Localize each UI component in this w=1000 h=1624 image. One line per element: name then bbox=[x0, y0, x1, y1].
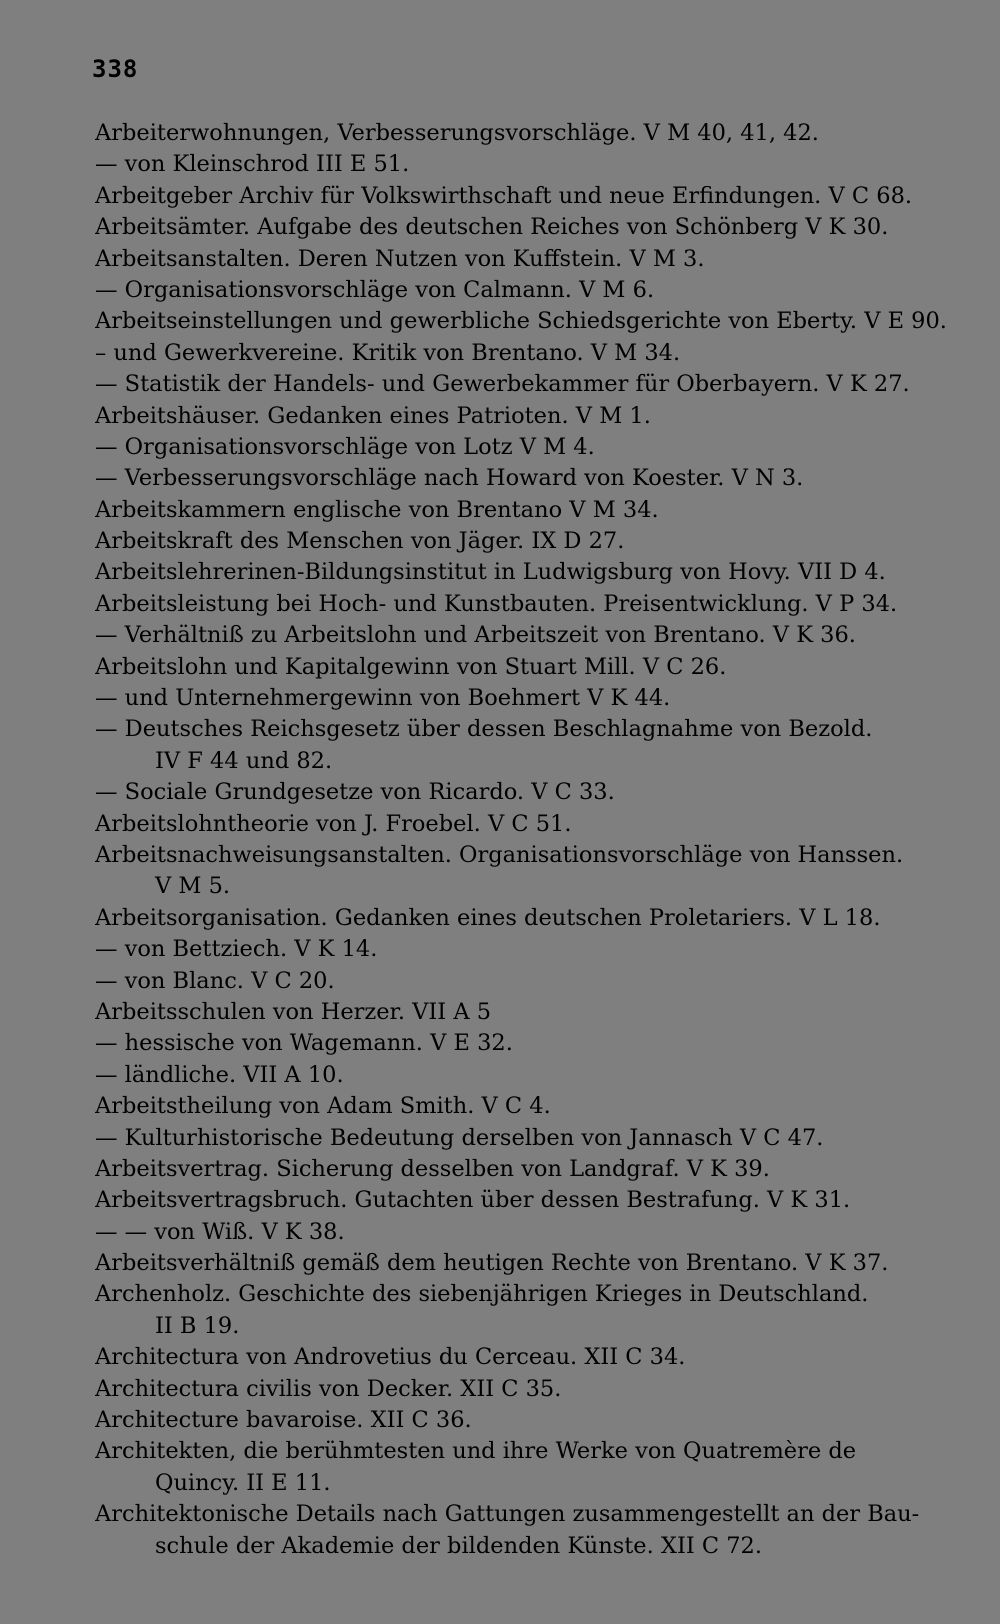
index-entry: — von Kleinschrod III E 51. bbox=[95, 151, 410, 178]
index-entry: Arbeitsorganisation. Gedanken eines deutschen Proletariers. V L 18. bbox=[95, 904, 881, 931]
index-entry: Arbeitshäuser. Gedanken eines Patrioten. V M 1. bbox=[95, 402, 651, 429]
index-entry-continuation: V M 5. bbox=[155, 873, 231, 900]
index-entry: — von Blanc. V C 20. bbox=[95, 967, 335, 994]
index-entry: Arbeitstheilung von Adam Smith. V C 4. bbox=[95, 1093, 551, 1120]
index-entry: Arbeitsvertrag. Sicherung desselben von Landgraf. V K 39. bbox=[95, 1155, 770, 1182]
index-entry: – und Gewerkvereine. Kritik von Brentano. V M 34. bbox=[95, 339, 681, 366]
index-entry: Archenholz. Geschichte des siebenjährigen Krieges in Deutschland. bbox=[95, 1281, 869, 1308]
index-entry: Arbeitsvertragsbruch. Gutachten über dessen Bestrafung. V K 31. bbox=[95, 1187, 851, 1214]
index-entry: — Kulturhistorische Bedeutung derselben von Jannasch V C 47. bbox=[95, 1124, 824, 1151]
index-entry: Architecture bavaroise. XII C 36. bbox=[95, 1407, 472, 1434]
index-entry: — Statistik der Handels- und Gewerbekammer für Oberbayern. V K 27. bbox=[95, 371, 910, 398]
index-entry: Arbeitslehrerinen-Bildungsinstitut in Ludwigsburg von Hovy. VII D 4. bbox=[95, 559, 886, 586]
index-entry: Arbeitsleistung bei Hoch- und Kunstbauten. Preisentwicklung. V P 34. bbox=[95, 590, 898, 617]
page-number: 338 bbox=[92, 55, 139, 83]
index-entry: Arbeitskraft des Menschen von Jäger. IX D 27. bbox=[95, 528, 625, 555]
index-entry: Arbeitskammern englische von Brentano V M 34. bbox=[95, 496, 659, 523]
index-entry: Arbeitgeber Archiv für Volkswirthschaft und neue Erfindungen. V C 68. bbox=[95, 182, 913, 209]
index-entry: — Organisationsvorschläge von Lotz V M 4. bbox=[95, 433, 595, 460]
index-entry: Arbeitsverhältniß gemäß dem heutigen Rechte von Brentano. V K 37. bbox=[95, 1250, 889, 1277]
index-entry: Architektonische Details nach Gattungen zusammengestellt an der Bau- bbox=[95, 1501, 920, 1528]
index-entries bbox=[95, 118, 975, 1562]
index-entry: — Sociale Grundgesetze von Ricardo. V C 33. bbox=[95, 779, 615, 806]
index-entry: — Organisationsvorschläge von Calmann. V M 6. bbox=[95, 276, 655, 303]
index-entry: — Deutsches Reichsgesetz über dessen Beschlagnahme von Bezold. bbox=[95, 716, 873, 743]
index-entry: — Verhältniß zu Arbeitslohn und Arbeitszeit von Brentano. V K 36. bbox=[95, 622, 856, 649]
index-entry: — von Bettziech. V K 14. bbox=[95, 936, 378, 963]
index-entry-continuation: II B 19. bbox=[155, 1312, 240, 1339]
index-entry: Arbeitsämter. Aufgabe des deutschen Reiches von Schönberg V K 30. bbox=[95, 214, 889, 241]
index-entry: — ländliche. VII A 10. bbox=[95, 1061, 344, 1088]
index-entry: — — von Wiß. V K 38. bbox=[95, 1218, 345, 1245]
index-entry: Arbeitslohn und Kapitalgewinn von Stuart Mill. V C 26. bbox=[95, 653, 727, 680]
index-entry: Arbeiterwohnungen, Verbesserungsvorschläge. V M 40, 41, 42. bbox=[95, 120, 819, 146]
index-entry: Arbeitsnachweisungsanstalten. Organisationsvorschläge von Hanssen. bbox=[95, 841, 904, 868]
index-entry: — Verbesserungsvorschläge nach Howard von Koester. V N 3. bbox=[95, 465, 804, 492]
index-entry: Arbeitseinstellungen und gewerbliche Schiedsgerichte von Eberty. V E 90. bbox=[95, 308, 947, 335]
index-entry-continuation: schule der Akademie der bildenden Künste. XII C 72. bbox=[155, 1532, 763, 1559]
index-entry-continuation: IV F 44 und 82. bbox=[155, 747, 333, 774]
index-entry: Arbeitsanstalten. Deren Nutzen von Kuffstein. V M 3. bbox=[95, 245, 705, 272]
index-entry: Architekten, die berühmtesten und ihre Werke von Quatremère de bbox=[95, 1438, 857, 1465]
index-entry: Architectura civilis von Decker. XII C 35. bbox=[95, 1375, 562, 1402]
index-entry-continuation: Quincy. II E 11. bbox=[155, 1469, 331, 1496]
index-entry: Arbeitslohntheorie von J. Froebel. V C 51. bbox=[95, 810, 572, 837]
index-entry: Arbeitsschulen von Herzer. VII A 5 bbox=[95, 998, 492, 1025]
index-entry: — und Unternehmergewinn von Boehmert V K 44. bbox=[95, 685, 671, 712]
index-entry: — hessische von Wagemann. V E 32. bbox=[95, 1030, 513, 1057]
index-entry: Architectura von Androvetius du Cerceau. XII C 34. bbox=[95, 1344, 686, 1371]
